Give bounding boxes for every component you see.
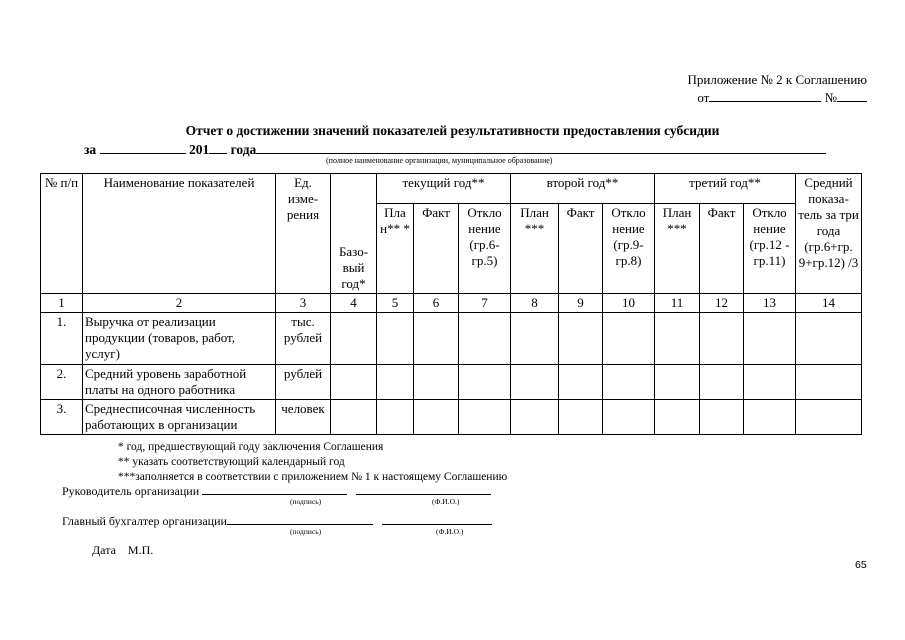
head-sign-blank[interactable]: [202, 484, 347, 495]
col-number: 1: [41, 294, 83, 313]
data-cell[interactable]: [559, 365, 603, 400]
indicator-name: Выручка от реализации продукции (товаров, работ, услуг): [83, 313, 276, 365]
header-third-year: третий год**: [655, 174, 796, 204]
header-fact-third: Факт: [700, 204, 744, 294]
data-cell[interactable]: [459, 365, 511, 400]
data-cell[interactable]: [511, 400, 559, 435]
data-cell[interactable]: [459, 400, 511, 435]
data-cell[interactable]: [700, 400, 744, 435]
data-cell[interactable]: [603, 313, 655, 365]
indicator-name: Средний уровень заработной платы на одного работника: [83, 365, 276, 400]
data-cell[interactable]: [331, 313, 377, 365]
data-cell[interactable]: [796, 365, 862, 400]
col-number: 12: [700, 294, 744, 313]
org-caption: (полное наименование организации, муниципальное образование): [326, 156, 553, 165]
data-cell[interactable]: [796, 313, 862, 365]
data-cell[interactable]: [377, 313, 414, 365]
header-base-year: Базо-вый год*: [331, 174, 377, 294]
col-number: 2: [83, 294, 276, 313]
table-row: [41, 365, 862, 400]
data-cell[interactable]: [331, 365, 377, 400]
year-prefix: 201: [188, 142, 210, 157]
col-number: 14: [796, 294, 862, 313]
data-cell[interactable]: [603, 365, 655, 400]
data-cell[interactable]: [655, 313, 700, 365]
header-num: № п/п: [41, 174, 83, 294]
head-name-caption: (Ф.И.О.): [432, 497, 460, 506]
header-plan-third: План ***: [655, 204, 700, 294]
agreement-ref: [0, 89, 867, 106]
year-blank[interactable]: [209, 141, 227, 154]
data-cell[interactable]: [414, 313, 459, 365]
page-number: 65: [855, 559, 867, 571]
period-blank[interactable]: [100, 141, 186, 154]
header-second-year: второй год**: [511, 174, 655, 204]
col-number: 11: [655, 294, 700, 313]
date-stamp-label: Дата М.П.: [92, 543, 154, 557]
header-plan-current: Пла н** *: [377, 204, 414, 294]
header-deviation-third: Откло нение (гр.12 - гр.11): [744, 204, 796, 294]
data-cell[interactable]: [459, 313, 511, 365]
col-number: 3: [276, 294, 331, 313]
accountant-name-blank[interactable]: [382, 514, 492, 525]
report-title: Отчет о достижении значений показателей результативности предоставления субсидии: [185, 123, 720, 138]
accountant-name-caption: (Ф.И.О.): [436, 527, 464, 536]
head-label: Руководитель организации: [62, 484, 200, 498]
accountant-sign-caption: (подпись): [290, 527, 322, 536]
data-cell[interactable]: [377, 365, 414, 400]
indicator-unit: рублей: [276, 365, 331, 400]
header-average: Средний показа-тель за три года (гр.6+гр. 9+гр.12) /3: [796, 174, 862, 294]
data-cell[interactable]: [414, 400, 459, 435]
data-cell[interactable]: [377, 400, 414, 435]
date-blank[interactable]: [709, 89, 821, 102]
za-label: за: [84, 142, 97, 157]
data-cell[interactable]: [559, 400, 603, 435]
report-table: [40, 173, 862, 435]
from-label: от: [697, 90, 710, 105]
data-cell[interactable]: [700, 313, 744, 365]
col-number: 8: [511, 294, 559, 313]
col-number: 4: [331, 294, 377, 313]
row-number: 3.: [41, 400, 83, 435]
header-fact-current: Факт: [414, 204, 459, 294]
indicator-unit: тыс. рублей: [276, 313, 331, 365]
data-cell[interactable]: [511, 313, 559, 365]
head-signature-line: [62, 484, 491, 499]
indicator-name: Среднесписочная численность работающих в организации: [83, 400, 276, 435]
number-label: №: [824, 90, 837, 105]
data-cell[interactable]: [559, 313, 603, 365]
head-name-blank[interactable]: [356, 484, 491, 495]
header-unit: Ед. изме-рения: [276, 174, 331, 294]
accountant-signature-line: [62, 514, 492, 529]
data-cell[interactable]: [414, 365, 459, 400]
indicator-unit: человек: [276, 400, 331, 435]
data-cell[interactable]: [744, 313, 796, 365]
header-fact-second: Факт: [559, 204, 603, 294]
data-cell[interactable]: [744, 400, 796, 435]
col-number: 9: [559, 294, 603, 313]
footnote-calendar-year: ** указать соответствующий календарный год: [118, 456, 345, 468]
header-current-year: текущий год**: [377, 174, 511, 204]
col-number: 13: [744, 294, 796, 313]
appendix-label: Приложение № 2 к Соглашению: [687, 72, 867, 87]
data-cell[interactable]: [603, 400, 655, 435]
number-blank[interactable]: [837, 89, 867, 102]
data-cell[interactable]: [796, 400, 862, 435]
col-number: 7: [459, 294, 511, 313]
header-name: Наименование показателей: [83, 174, 276, 294]
header-deviation-current: Откло нение (гр.6-гр.5): [459, 204, 511, 294]
col-number: 5: [377, 294, 414, 313]
data-cell[interactable]: [744, 365, 796, 400]
year-suffix: года: [230, 142, 257, 157]
header-deviation-second: Откло нение (гр.9-гр.8): [603, 204, 655, 294]
footnote-base-year: * год, предшествующий году заключения Соглашения: [118, 441, 384, 453]
table-row: [41, 313, 862, 365]
data-cell[interactable]: [700, 365, 744, 400]
accountant-label: Главный бухгалтер организации: [62, 514, 227, 528]
data-cell[interactable]: [655, 400, 700, 435]
column-numbers-row: [41, 294, 862, 313]
footnote-plan: ***заполняется в соответствии с приложением № 1 к настоящему Соглашению: [118, 471, 508, 483]
header-plan-second: План ***: [511, 204, 559, 294]
table-row: [41, 400, 862, 435]
head-sign-caption: (подпись): [290, 497, 322, 506]
data-cell[interactable]: [511, 365, 559, 400]
accountant-sign-blank[interactable]: [227, 514, 373, 525]
row-number: 1.: [41, 313, 83, 365]
data-cell[interactable]: [655, 365, 700, 400]
org-name-blank[interactable]: [256, 141, 826, 154]
row-number: 2.: [41, 365, 83, 400]
col-number: 10: [603, 294, 655, 313]
col-number: 6: [414, 294, 459, 313]
data-cell[interactable]: [331, 400, 377, 435]
